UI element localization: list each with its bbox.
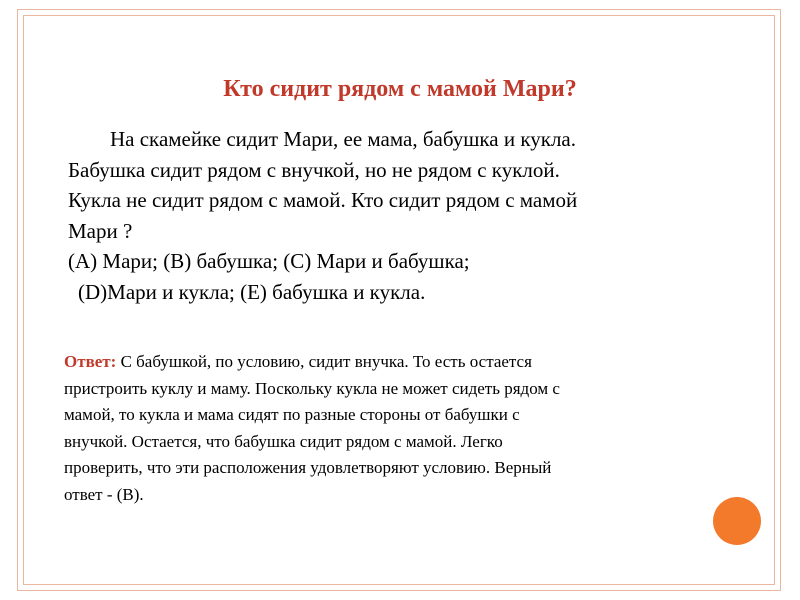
- answer-line: проверить, что эти расположения удовлетворяют условию. Верный: [64, 458, 552, 477]
- answer-line: мамой, то кукла и мама сидят по разные стороны от бабушки с: [64, 405, 520, 424]
- answer-label: Ответ:: [64, 352, 117, 371]
- problem-line: Бабушка сидит рядом с внучкой, но не рядом с куклой.: [68, 157, 560, 182]
- slide-title: Кто сидит рядом с мамой Мари?: [223, 76, 577, 102]
- problem-line: Кукла не сидит рядом с мамой. Кто сидит рядом с мамой: [68, 188, 578, 212]
- answer-line-first: [64, 349, 724, 376]
- problem-line: Мари ?: [68, 218, 133, 243]
- answer-options-line-1: (A) Мари; (B) бабушка; (C) Мари и бабушка;: [68, 249, 470, 273]
- problem-text: [68, 124, 728, 307]
- problem-line: На скамейке сидит Мари, ее мама, бабушка и кукла.: [110, 127, 576, 151]
- answer-line: ответ - (B).: [64, 484, 144, 504]
- answer-line: внучкой. Остается, что бабушка сидит рядом с мамой. Легко: [64, 431, 503, 451]
- answer-text: [64, 349, 724, 508]
- answer-line: С бабушкой, по условию, сидит внучка. То есть остается: [116, 352, 532, 371]
- answer-line: пристроить куклу и маму. Поскольку кукла не может сидеть рядом с: [64, 378, 560, 398]
- decorative-circle: [713, 497, 761, 545]
- answer-options-line-2: (D)Мари и кукла; (E) бабушка и кукла.: [78, 279, 426, 304]
